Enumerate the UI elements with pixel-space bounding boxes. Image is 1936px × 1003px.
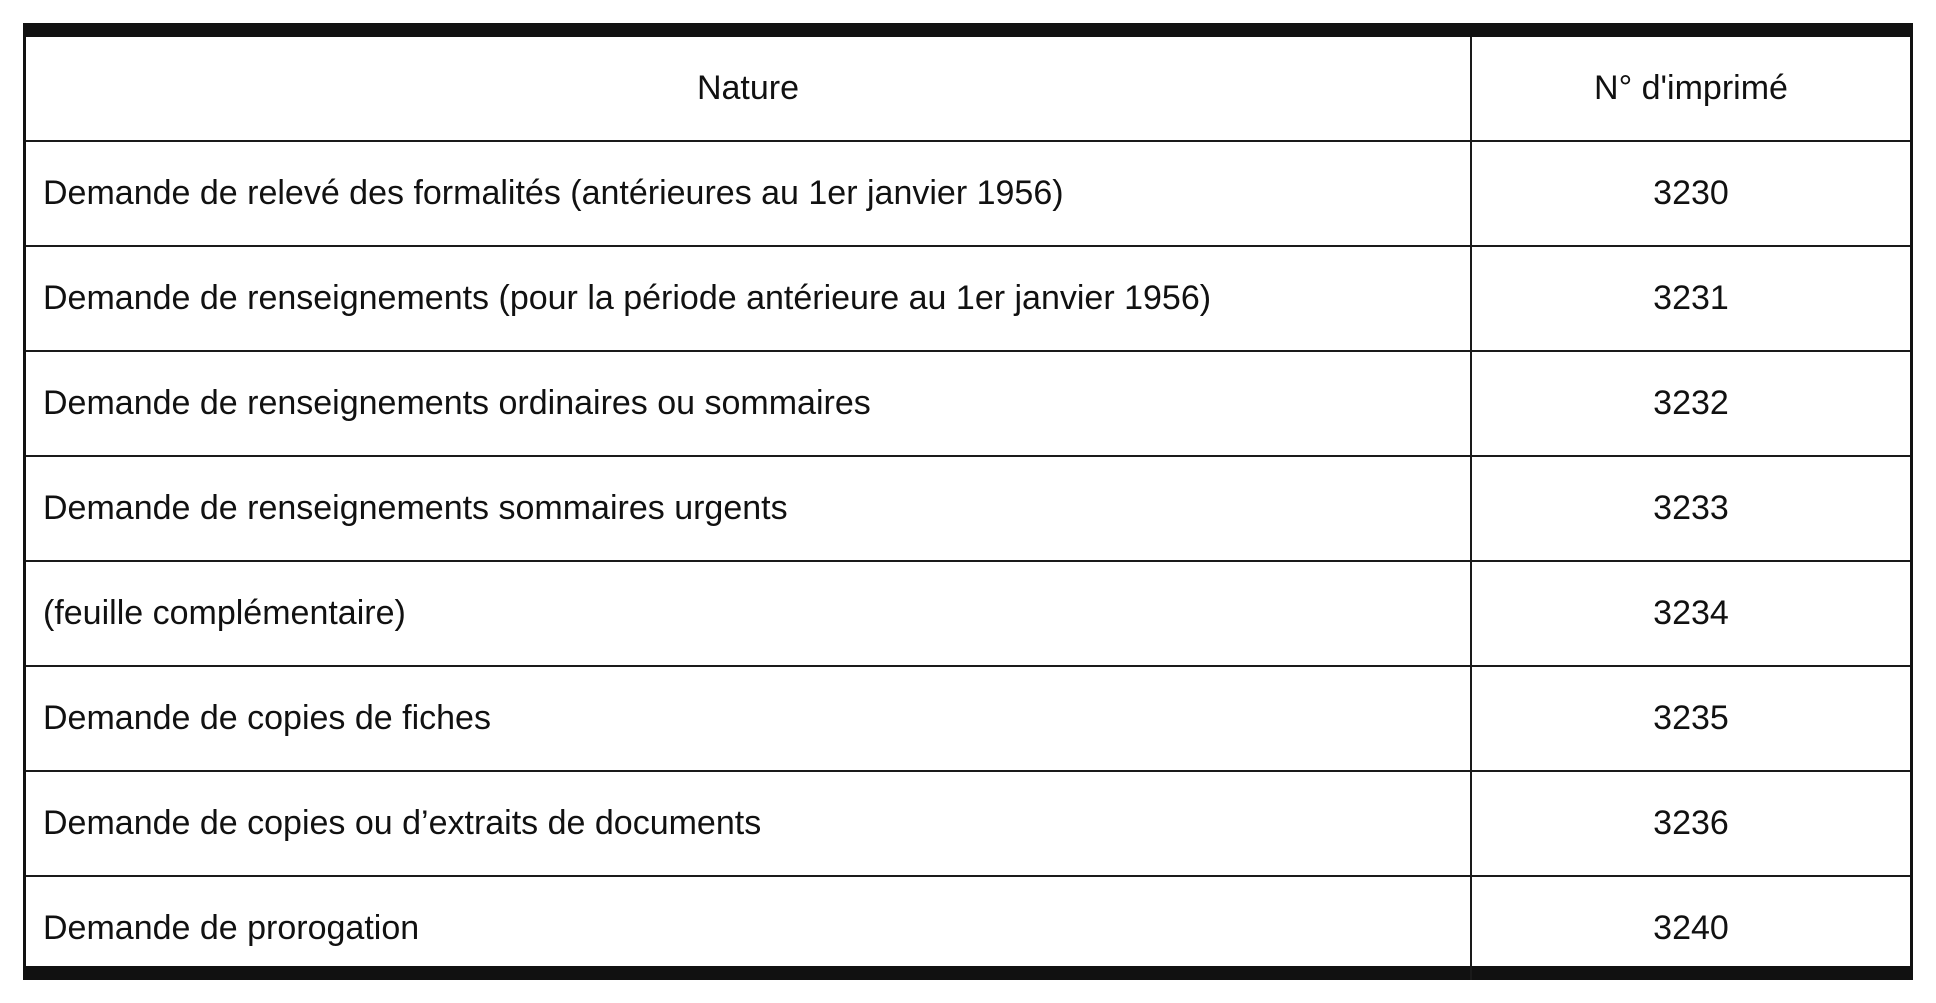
form-number-cell: 3236 <box>1471 771 1910 876</box>
table-row <box>26 351 1910 456</box>
column-header-nature: Nature <box>26 37 1471 141</box>
form-number-cell: 3232 <box>1471 351 1910 456</box>
table-header-row <box>26 37 1910 141</box>
nature-cell: Demande de copies ou d’extraits de documents <box>26 771 1471 876</box>
column-header-number: N° d'imprimé <box>1594 69 1788 107</box>
nature-cell: Demande de relevé des formalités (antérieures au 1er janvier 1956) <box>26 141 1471 246</box>
form-number-cell: 3233 <box>1471 456 1910 561</box>
table-row <box>26 141 1910 246</box>
nature-cell: (feuille complémentaire) <box>26 561 1471 666</box>
nature-cell: Demande de prorogation <box>26 876 1471 980</box>
form-number-cell: 3231 <box>1471 246 1910 351</box>
form-number-cell: 3230 <box>1471 141 1910 246</box>
table-row <box>26 876 1910 980</box>
forms-table <box>26 37 1910 980</box>
nature-cell: Demande de renseignements sommaires urgents <box>26 456 1471 561</box>
form-number-cell: 3240 <box>1471 876 1910 980</box>
forms-table-frame <box>23 23 1913 980</box>
table-row <box>26 561 1910 666</box>
nature-cell: Demande de renseignements (pour la période antérieure au 1er janvier 1956) <box>26 246 1471 351</box>
table-row <box>26 771 1910 876</box>
table-row <box>26 666 1910 771</box>
table-row <box>26 456 1910 561</box>
form-number-cell: 3235 <box>1471 666 1910 771</box>
nature-cell: Demande de copies de fiches <box>26 666 1471 771</box>
nature-cell: Demande de renseignements ordinaires ou sommaires <box>26 351 1471 456</box>
form-number-cell: 3234 <box>1471 561 1910 666</box>
table-row <box>26 246 1910 351</box>
